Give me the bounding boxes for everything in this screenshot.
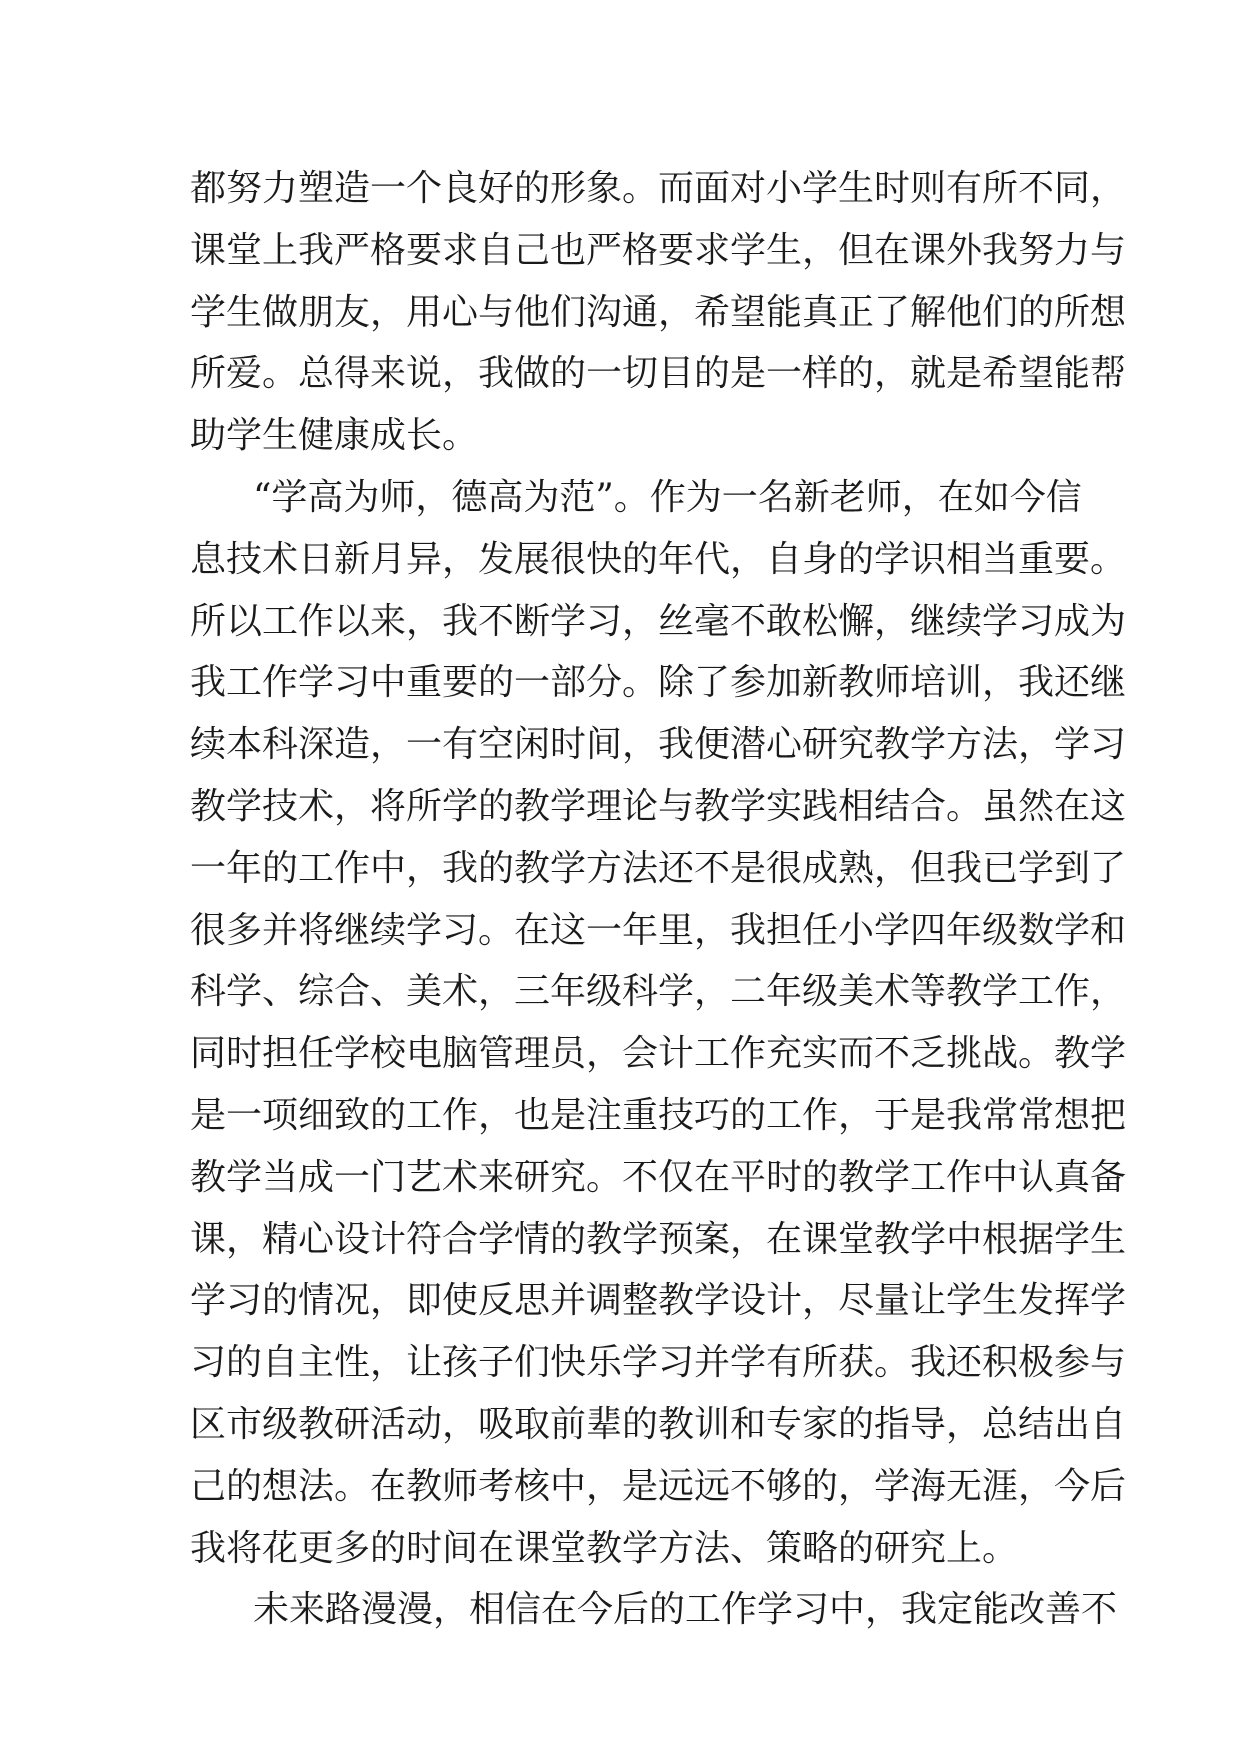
text-line: 续本科深造，一有空闲时间，我便潜心研究教学方法，学习 xyxy=(190,724,1127,766)
text-line: 所以工作以来，我不断学习，丝毫不敢松懈，继续学习成为 xyxy=(190,600,1127,642)
text-line: 都努力塑造一个良好的形象。而面对小学生时则有所不同， xyxy=(190,168,1127,209)
text-line: 课堂上我严格要求自己也严格要求学生，但在课外我努力与 xyxy=(190,229,1127,271)
text-line: 学生做朋友，用心与他们沟通，希望能真正了解他们的所想 xyxy=(190,291,1127,333)
text-line: 课，精心设计符合学情的教学预案，在课堂教学中根据学生 xyxy=(190,1218,1127,1260)
text-line: 我工作学习中重要的一部分。除了参加新教师培训，我还继 xyxy=(190,662,1127,704)
text-line: 息技术日新月异，发展很快的年代，自身的学识相当重要。 xyxy=(190,538,1127,580)
text-line: 学习的情况，即使反思并调整教学设计，尽量让学生发挥学 xyxy=(190,1280,1127,1322)
text-line: 己的想法。在教师考核中，是远远不够的，学海无涯，今后 xyxy=(190,1465,1127,1507)
paragraph-first-line: 未来路漫漫，相信在今后的工作学习中，我定能改善不 xyxy=(253,1589,1118,1631)
text-line: 教学当成一门艺术来研究。不仅在平时的教学工作中认真备 xyxy=(190,1156,1127,1198)
body-text xyxy=(190,158,1127,1641)
text-line: 科学、综合、美术，三年级科学，二年级美术等教学工作， xyxy=(190,971,1127,1013)
text-line: 区市级教研活动，吸取前辈的教训和专家的指导，总结出自 xyxy=(190,1403,1127,1445)
text-line: 助学生健康成长。 xyxy=(190,415,479,457)
text-line: 所爱。总得来说，我做的一切目的是一样的，就是希望能帮 xyxy=(190,353,1127,395)
text-line: 教学技术，将所学的教学理论与教学实践相结合。虽然在这 xyxy=(190,785,1127,827)
text-line: 很多并将继续学习。在这一年里，我担任小学四年级数学和 xyxy=(190,909,1127,951)
text-line: 我将花更多的时间在课堂教学方法、策略的研究上。 xyxy=(190,1527,1019,1569)
text-line: 习的自主性，让孩子们快乐学习并学有所获。我还积极参与 xyxy=(190,1342,1127,1384)
text-line: 一年的工作中，我的教学方法还不是很成熟，但我已学到了 xyxy=(190,847,1127,889)
paragraph-first-line: “学高为师，德高为范”。作为一名新老师，在如今信 xyxy=(253,476,1082,518)
text-line: 是一项细致的工作，也是注重技巧的工作，于是我常常想把 xyxy=(190,1094,1127,1136)
text-line: 同时担任学校电脑管理员，会计工作充实而不乏挑战。教学 xyxy=(190,1033,1127,1075)
